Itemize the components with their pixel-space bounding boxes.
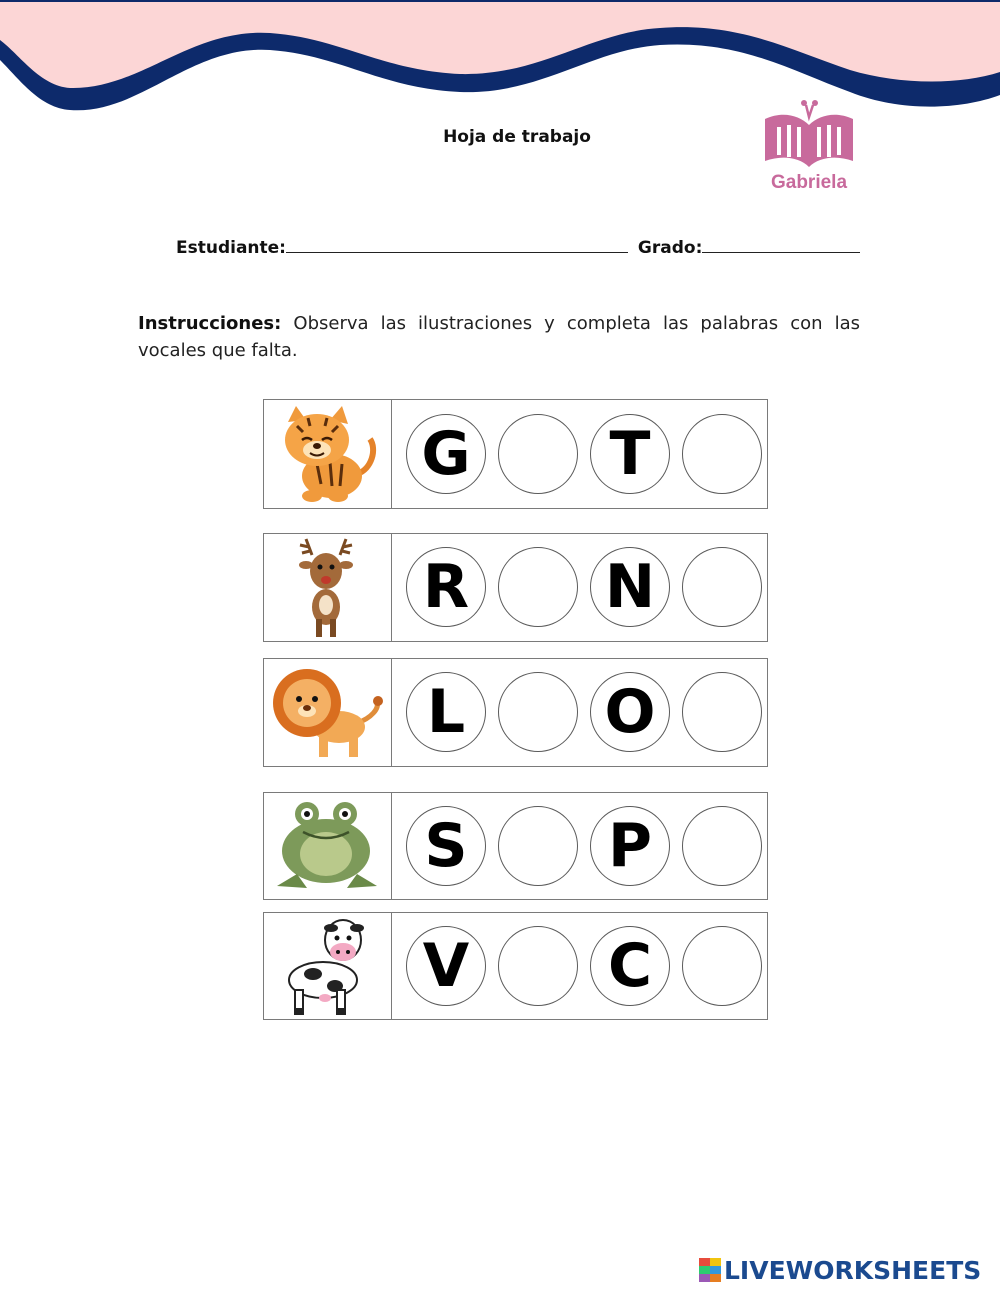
letter: T <box>609 419 651 489</box>
letter-circle[interactable] <box>406 414 486 494</box>
tiger-picture <box>263 399 392 509</box>
vowel-blank-circle[interactable] <box>498 547 578 627</box>
student-name-blank[interactable] <box>286 238 628 253</box>
student-info-line <box>176 238 860 258</box>
liveworksheets-brand: LIVEWORKSHEETS <box>724 1255 982 1285</box>
vowel-blank-circle[interactable] <box>682 806 762 886</box>
vowel-blank-circle[interactable] <box>682 926 762 1006</box>
letter: N <box>604 552 656 622</box>
liveworksheets-logo <box>699 1255 981 1285</box>
cow-picture <box>263 912 392 1020</box>
exercise-row <box>263 792 770 900</box>
page-title: Hoja de trabajo <box>443 127 591 147</box>
tiger-icon <box>272 404 382 504</box>
vowel-blank-circle[interactable] <box>682 672 762 752</box>
letter-circle[interactable] <box>590 672 670 752</box>
vowel-blank-circle[interactable] <box>498 806 578 886</box>
frog-icon <box>267 796 387 896</box>
letter: R <box>422 552 470 622</box>
letter-circle[interactable] <box>590 926 670 1006</box>
gabriela-logo <box>757 95 861 199</box>
lion-icon <box>267 663 387 763</box>
letter-circle[interactable] <box>406 547 486 627</box>
lion-picture <box>263 658 392 767</box>
letter-circle[interactable] <box>406 926 486 1006</box>
letter: P <box>608 811 652 881</box>
letter-circle[interactable] <box>406 672 486 752</box>
letter: C <box>607 931 653 1001</box>
cow-icon <box>277 914 377 1018</box>
letter-circle[interactable] <box>590 547 670 627</box>
letter: G <box>421 419 471 489</box>
letter: S <box>424 811 468 881</box>
logo-text: Gabriela <box>770 172 848 193</box>
instructions-text: Observa las ilustraciones y completa las palabras con las vocales que falta. <box>138 313 860 361</box>
exercise-row <box>263 533 770 642</box>
exercise-row <box>263 399 770 509</box>
letter-circle[interactable] <box>406 806 486 886</box>
liveworksheets-icon <box>699 1258 721 1282</box>
grade-label: Grado: <box>637 238 703 258</box>
book-icon <box>757 95 861 175</box>
frog-picture <box>263 792 392 900</box>
exercise-row <box>263 912 770 1020</box>
vowel-blank-circle[interactable] <box>682 547 762 627</box>
vowel-blank-circle[interactable] <box>498 672 578 752</box>
instructions <box>138 310 860 364</box>
letter: O <box>604 677 656 747</box>
letter-circle[interactable] <box>590 414 670 494</box>
letter: L <box>426 677 466 747</box>
reindeer-picture <box>263 533 392 642</box>
vowel-blank-circle[interactable] <box>682 414 762 494</box>
reindeer-icon <box>292 535 362 640</box>
instructions-label: Instrucciones: <box>138 313 282 334</box>
letter: V <box>422 931 470 1001</box>
vowel-blank-circle[interactable] <box>498 926 578 1006</box>
student-label: Estudiante: <box>176 238 286 258</box>
vowel-blank-circle[interactable] <box>498 414 578 494</box>
letter-circle[interactable] <box>590 806 670 886</box>
grade-blank[interactable] <box>702 238 860 253</box>
exercise-row <box>263 658 770 767</box>
